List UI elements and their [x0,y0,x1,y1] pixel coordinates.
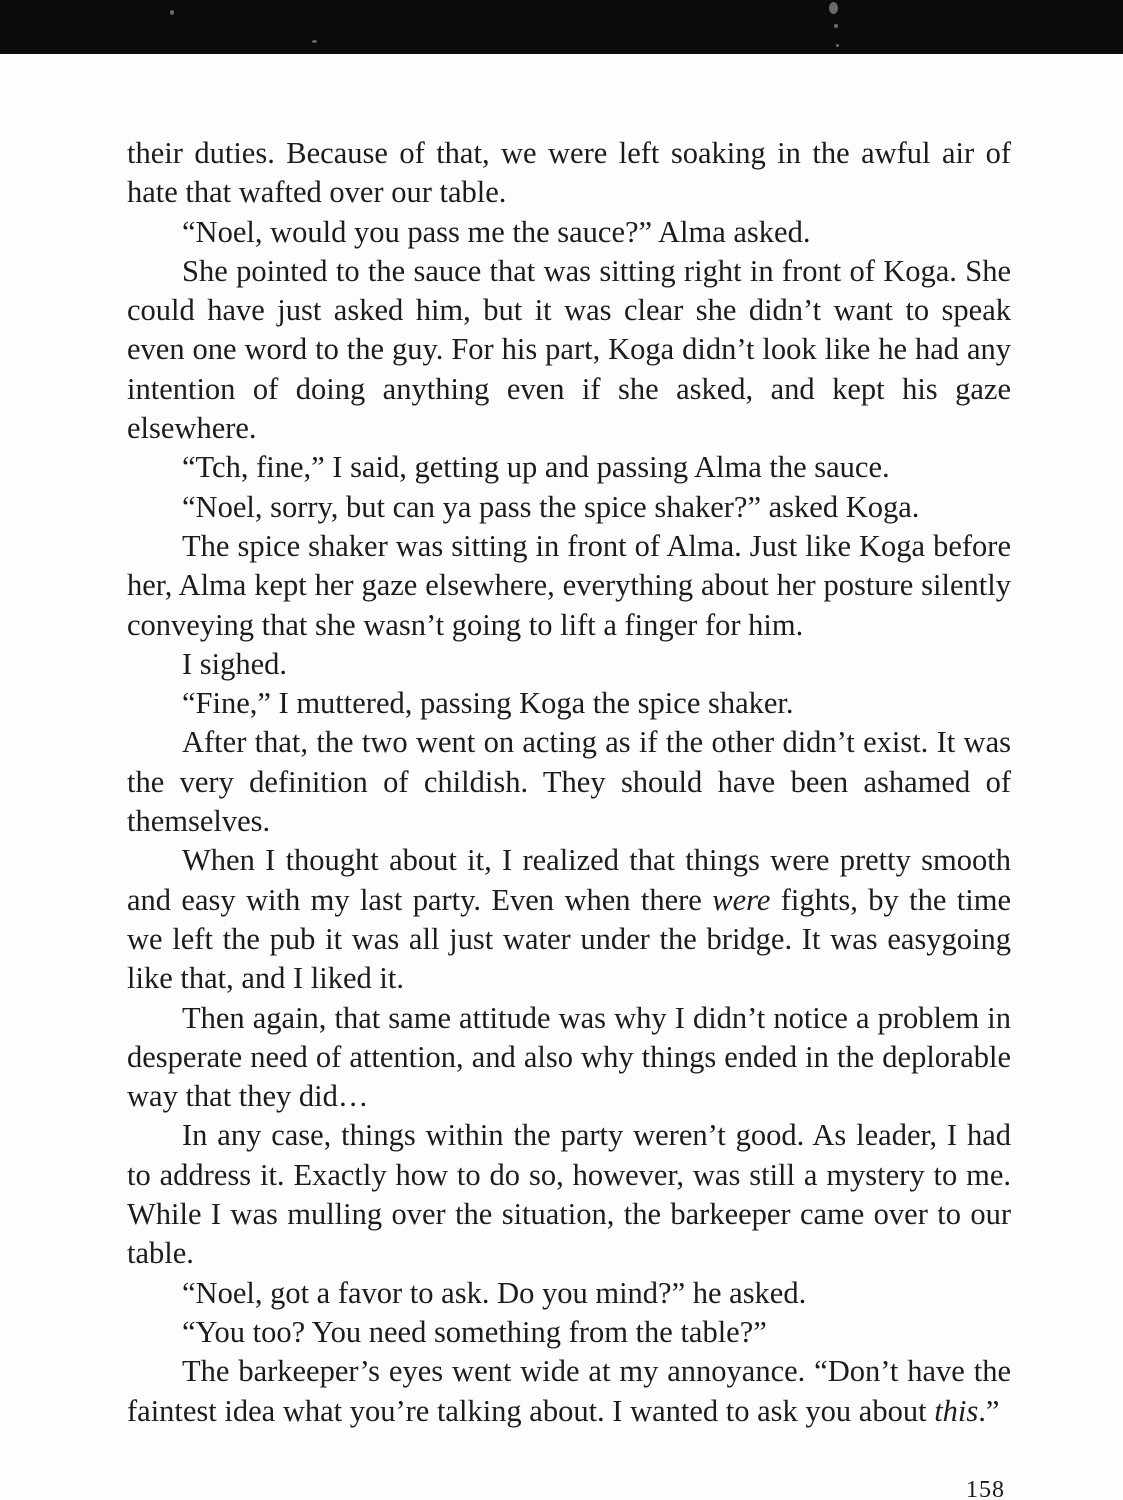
paragraph [127,134,1011,213]
paragraph [127,488,1011,527]
scan-speck [312,40,317,43]
paragraph [127,527,1011,645]
paragraph [127,1352,1011,1431]
text-run: “Noel, got a favor to ask. Do you mind?” he asked. [182,1275,807,1310]
text-run: “You too? You need something from the table?” [182,1314,767,1349]
text-run: After that, the two went on acting as if the other didn’t exist. It was the very definition of childish. They should have been ashamed of themselves. [127,725,1011,839]
paragraph [127,448,1011,487]
paragraph [127,1313,1011,1352]
text-run: .” [978,1393,1000,1428]
text-run: “Tch, fine,” I said, getting up and passing Alma the sauce. [182,450,890,485]
scan-speck [836,44,839,47]
scan-speck [834,24,838,28]
paragraph [127,645,1011,684]
body-text [127,134,1011,1431]
page-number: 158 [966,1477,1005,1500]
text-run: When I thought about it, I realized that things were pretty smooth and easy with my last party. Even when there [127,843,1011,917]
scan-speck [829,2,838,14]
paragraph [127,1274,1011,1313]
text-run: “Noel, would you pass me the sauce?” Alma asked. [182,214,811,249]
paragraph [127,684,1011,723]
text-run: “Noel, sorry, but can ya pass the spice shaker?” asked Koga. [182,489,920,524]
text-run: The barkeeper’s eyes went wide at my annoyance. “Don’t have the faintest idea what you’re talking about. I wanted to ask you about [127,1354,1011,1428]
text-run: The spice shaker was sitting in front of Alma. Just like Koga before her, Alma kept her gaze elsewhere, everything about her posture silently conveying that she wasn’t going to lift a finger for him. [127,528,1011,642]
text-run: She pointed to the sauce that was sitting right in front of Koga. She could have just asked him, but it was clear she didn’t want to speak even one word to the guy. For his part, Koga didn’t look like he had any intention of doing anything even if she asked, and kept his gaze elsewhere. [127,253,1011,446]
text-run: I sighed. [182,646,288,681]
paragraph [127,213,1011,252]
paragraph [127,999,1011,1117]
paragraph [127,252,1011,448]
paragraph [127,723,1011,841]
italic-text: this [934,1393,979,1428]
scan-speck [170,10,174,15]
text-run: Then again, that same attitude was why I didn’t notice a problem in desperate need of attention, and also why things ended in the deplorable way that they did… [127,1000,1011,1114]
text-run: fights, by the time we left the pub it was all just water under the bridge. It was easygoing like that, and I liked it. [127,882,1011,996]
text-run: “Fine,” I muttered, passing Koga the spice shaker. [182,686,794,721]
italic-text: were [712,882,771,917]
text-run: their duties. Because of that, we were left soaking in the awful air of hate that wafted over our table. [127,136,1011,210]
text-run: In any case, things within the party weren’t good. As leader, I had to address it. Exactly how to do so, however, was still a mystery to me. While I was mulling over the situation, the barkeeper came over to our table. [127,1118,1011,1271]
paragraph [127,841,1011,998]
scan-border [0,0,1123,54]
paragraph [127,1116,1011,1273]
